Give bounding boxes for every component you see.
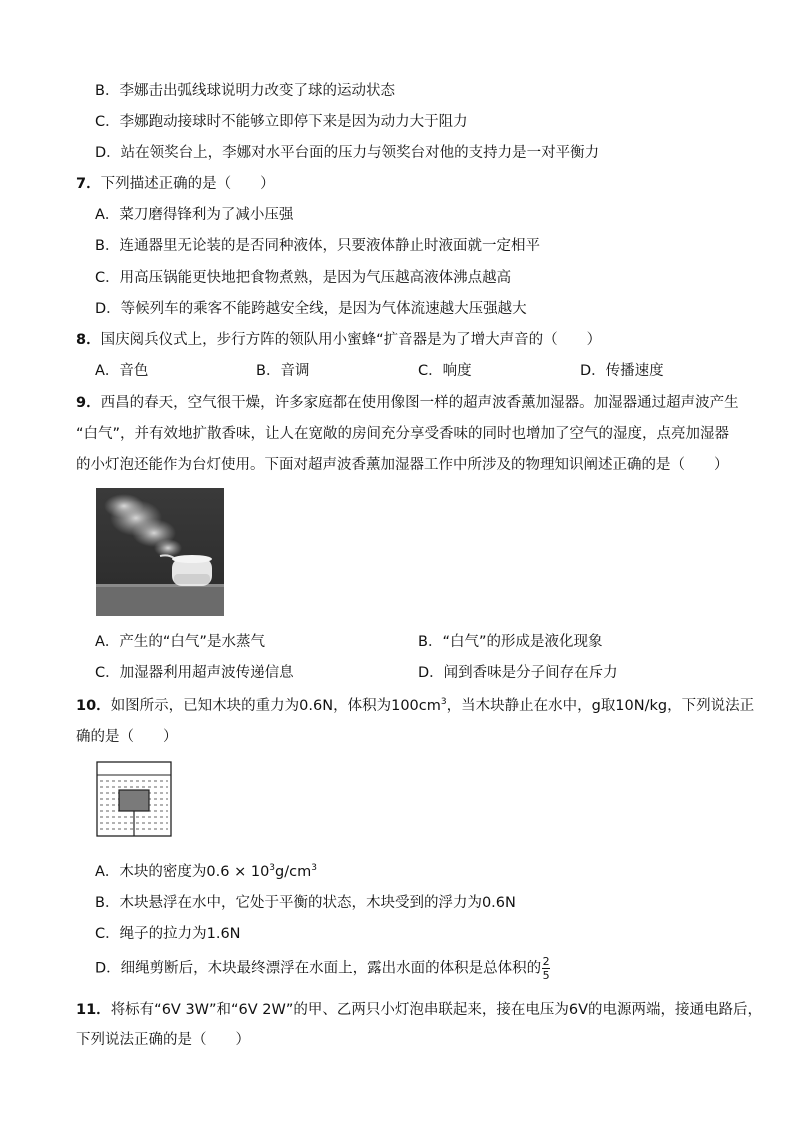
q7-stem <box>76 174 275 194</box>
q10-option-a <box>95 862 317 882</box>
q7-option-a: A．菜刀磨得锋利为了减小压强 <box>95 207 294 223</box>
q11-number: 11． <box>76 1002 111 1018</box>
q9-stem-line2: “白气”，并有效地扩散香味，让人在宽敞的房间充分享受香味的同时也增加了空气的湿度，点亮加湿器 <box>76 426 730 442</box>
fraction-denominator: 5 <box>542 969 550 982</box>
q10-option-a-sup: 3 <box>269 863 276 873</box>
q8-stem-text: 国庆阅兵仪式上，步行方阵的领队用小蜜蜂“扩音器是为了增大声音的（ ） <box>100 332 602 348</box>
container-block-diagram <box>96 761 176 841</box>
q10-stem-text-a: 如图所示，已知木块的重力为0.6N，体积为100cm <box>110 698 441 714</box>
q10-option-d-text: D．细绳剪断后，木块最终漂浮在水面上，露出水面的体积是总体积的 <box>95 960 542 977</box>
q9-option-b: B．“白气”的形成是液化现象 <box>418 634 603 650</box>
fraction <box>542 956 550 981</box>
q9-option-a: A．产生的“白气”是水蒸气 <box>95 634 265 650</box>
q8-stem <box>76 330 601 350</box>
q6-option-d: D．站在领奖台上，李娜对水平台面的压力与领奖台对他的支持力是一对平衡力 <box>95 145 600 161</box>
q6-option-b: B．李娜击出弧线球说明力改变了球的运动状态 <box>95 83 395 99</box>
q10-option-b: B．木块悬浮在水中，它处于平衡的状态，木块受到的浮力为0.6N <box>95 895 516 911</box>
q10-option-d <box>95 956 550 981</box>
q11-stem-text-1: 将标有“6V 3W”和“6V 2W”的甲、乙两只小灯泡串联起来，接在电压为6V的电源两端，接通电路后， <box>110 1002 763 1018</box>
q7-option-d: D．等候列车的乘客不能跨越安全线，是因为气体流速越大压强越大 <box>95 301 527 317</box>
q7-option-b: B．连通器里无论装的是否同种液体，只要液体静止时液面就一定相平 <box>95 238 540 254</box>
q9-option-d: D．闻到香味是分子间存在斥力 <box>418 665 618 681</box>
q10-number: 10． <box>76 698 111 714</box>
q10-stem-line2: 确的是（ ） <box>76 729 178 745</box>
q7-option-c: C．用高压锅能更快地把食物煮熟，是因为气压越高液体沸点越高 <box>95 270 512 286</box>
q10-stem-line1 <box>76 696 754 716</box>
q7-stem-text: 下列描述正确的是（ ） <box>100 176 275 192</box>
q9-stem-line3: 的小灯泡还能作为台灯使用。下面对超声波香薰加湿器工作中所涉及的物理知识阐述正确的是（ ） <box>76 457 729 473</box>
q9-option-c: C．加湿器利用超声波传递信息 <box>95 665 294 681</box>
q8-option-d: D．传播速度 <box>580 363 664 379</box>
q10-option-c: C．绳子的拉力为1.6N <box>95 926 241 942</box>
q9-number: 9． <box>76 395 101 411</box>
q11-stem-line1 <box>76 1000 762 1020</box>
fraction-numerator: 2 <box>542 955 550 968</box>
q8-option-c: C．响度 <box>418 363 472 379</box>
q10-stem-text-b: ，当木块静止在水中，g取10N/kg，下列说法正 <box>446 698 755 714</box>
q8-option-a: A．音色 <box>95 363 149 379</box>
humidifier-photo <box>96 488 224 616</box>
q10-option-a-text: A．木块的密度为0.6 × 10 <box>95 864 270 880</box>
q10-option-a-unit: g/cm <box>275 864 312 880</box>
q9-stem-text-1: 西昌的春天，空气很干燥，许多家庭都在使用像图一样的超声波香薰加湿器。加湿器通过超声波产生 <box>100 395 739 411</box>
q7-number: 7． <box>76 176 101 192</box>
q9-stem-line1 <box>76 393 739 413</box>
q10-superscript: 3 <box>440 697 447 707</box>
q11-stem-line2: 下列说法正确的是（ ） <box>76 1032 250 1048</box>
q8-option-b: B．音调 <box>256 363 310 379</box>
q6-option-c: C．李娜跑动接球时不能够立即停下来是因为动力大于阻力 <box>95 114 468 130</box>
q10-option-a-sup2: 3 <box>311 863 317 873</box>
q8-number: 8． <box>76 332 101 348</box>
